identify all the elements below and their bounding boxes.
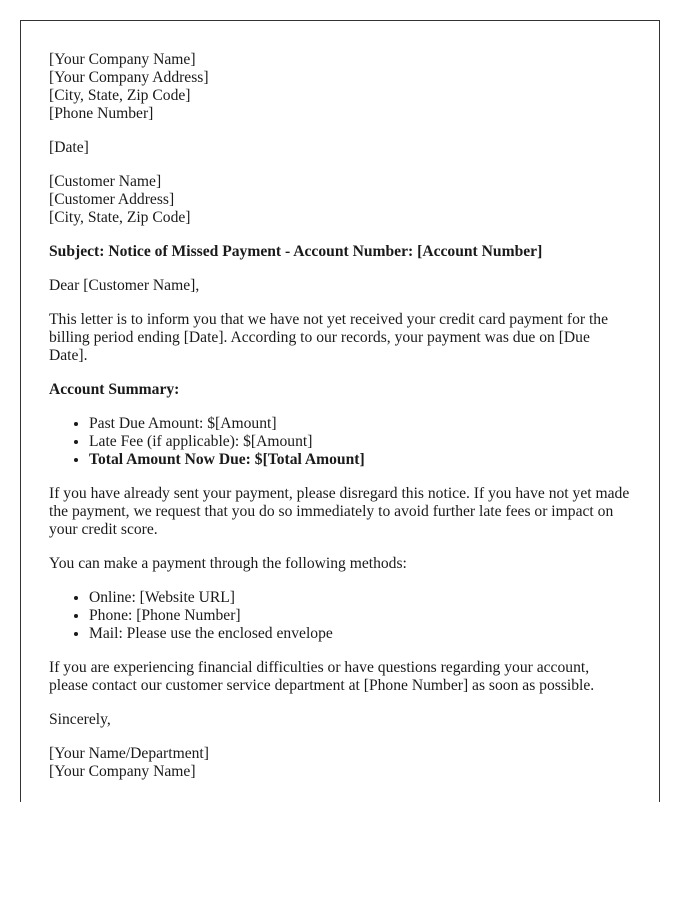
sender-phone: [Phone Number] <box>49 105 154 122</box>
payment-methods-list <box>49 589 631 643</box>
disregard-paragraph: If you have already sent your payment, please disregard this notice. If you have not yet made the payment, we request that you do so immediately to avoid further late fees or impact on your credit score. <box>49 485 630 538</box>
letter-page <box>20 20 660 802</box>
sender-company-address: [Your Company Address] <box>49 69 209 86</box>
list-item-total-due: • Total Amount Now Due: $[Total Amount] <box>89 451 631 469</box>
account-summary-list <box>49 415 631 469</box>
signature-company-name: [Your Company Name] <box>49 763 196 780</box>
sender-block <box>49 51 631 123</box>
recipient-name: [Customer Name] <box>49 173 162 190</box>
letter-date: [Date] <box>49 139 89 156</box>
salutation: Dear [Customer Name], <box>49 277 200 294</box>
payment-methods-intro: You can make a payment through the following methods: <box>49 555 407 572</box>
contact-paragraph: If you are experiencing financial difficulties or have questions regarding your account, please contact our customer service department at [Phone Number] as soon as possible. <box>49 659 595 694</box>
closing: Sincerely, <box>49 711 111 728</box>
sender-city-state-zip: [City, State, Zip Code] <box>49 87 191 104</box>
signature-block <box>49 745 631 781</box>
list-item-online: • Online: [Website URL] <box>89 589 631 607</box>
recipient-city-state-zip: [City, State, Zip Code] <box>49 209 191 226</box>
sender-company-name: [Your Company Name] <box>49 51 196 68</box>
recipient-address: [Customer Address] <box>49 191 175 208</box>
list-item-phone: • Phone: [Phone Number] <box>89 607 631 625</box>
subject-line: Subject: Notice of Missed Payment - Account Number: [Account Number] <box>49 243 543 260</box>
list-item-past-due: • Past Due Amount: $[Amount] <box>89 415 631 433</box>
list-item-late-fee: • Late Fee (if applicable): $[Amount] <box>89 433 631 451</box>
account-summary-heading: Account Summary: <box>49 381 180 398</box>
recipient-block <box>49 173 631 227</box>
signature-name-department: [Your Name/Department] <box>49 745 209 762</box>
intro-paragraph: This letter is to inform you that we have not yet received your credit card payment for the billing period ending [Date]. According to our records, your payment was due on [Due Date]. <box>49 311 609 364</box>
list-item-mail: • Mail: Please use the enclosed envelope <box>89 625 631 643</box>
